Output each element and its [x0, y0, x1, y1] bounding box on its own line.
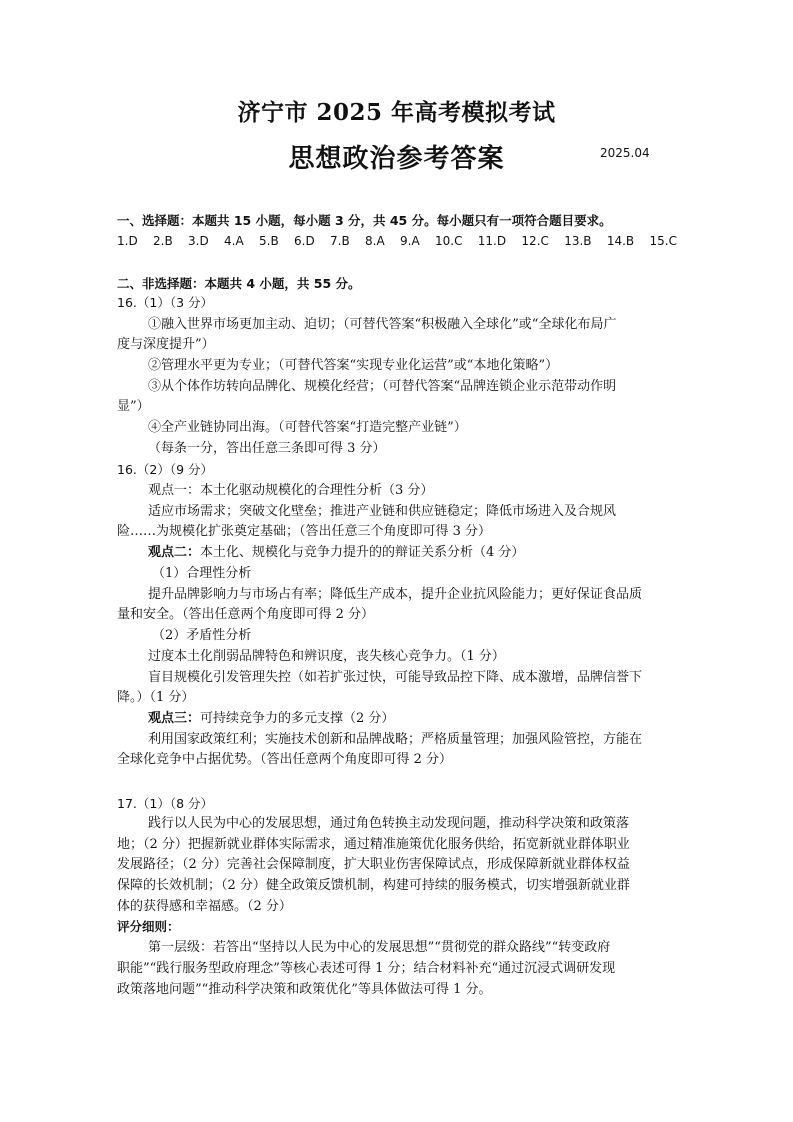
q16-2-viewpoint2-title [148, 544, 524, 562]
answer-item: 3.D [188, 234, 209, 248]
answer-key-title: 思想政治参考答案 [288, 144, 505, 174]
q16-1-point4: ④全产业链协同出海。（可替代答案“打造完整产业链”） [148, 420, 467, 435]
q17-1-line4: 保障的长效机制；（2 分）健全政策反馈机制，构建可持续的服务模式，切实增强新就业群 [117, 878, 630, 893]
answer-item: 9.A [400, 234, 420, 248]
answer-item: 6.D [294, 234, 315, 248]
q16-1-scoring-note: （每条一分，答出任意三条即可得 3 分） [148, 441, 386, 456]
q16-1-label: 16.（1）（3 分） [117, 295, 214, 310]
q16-1-point3-line2: 显”） [117, 399, 150, 414]
q16-2-viewpoint3-title [148, 710, 394, 728]
q16-1-point1-line1: ①融入世界市场更加主动、迫切；（可替代答案“积极融入全球化”或“全球化布局广 [148, 317, 617, 332]
q16-2-label: 16.（2）（9 分） [117, 462, 214, 477]
q16-1-point3-line1: ③从个体作坊转向品牌化、规模化经营；（可替代答案“品牌连锁企业示范带动作明 [148, 379, 617, 394]
q16-2-viewpoint1-line2: 险……为规模化扩张奠定基础；（答出任意三个角度即可得 3 分） [117, 524, 492, 539]
q16-2-sub2-point1: 过度本土化削弱品牌特色和辨识度，丧失核心竞争力。（1 分） [148, 649, 505, 664]
q16-2-viewpoint3-line1: 利用国家政策红利；实施技术创新和品牌战略；严格质量管理；加强风险管控，方能在 [148, 732, 643, 747]
grading-line1: 第一层级：若答出“坚持以人民为中心的发展思想”“贯彻党的群众路线”“转变政府 [148, 940, 611, 955]
q16-2-sub1-line1: 提升品牌影响力与市场占有率；降低生产成本，提升企业抗风险能力；更好保证食品质 [148, 587, 643, 602]
section1-heading: 一、选择题：本题共 15 小题，每小题 3 分，共 45 分。每小题只有一项符合题目要求。 [117, 213, 612, 228]
answer-item: 1.D [117, 234, 138, 248]
viewpoint2-text: 本土化、规模化与竞争力提升的的辩证关系分析（4 分） [200, 545, 525, 560]
q16-1-point2: ②管理水平更为专业；（可替代答案“实现专业化运营”或“本地化策略”） [148, 358, 559, 373]
exam-title: 济宁市 2025 年高考模拟考试 [237, 99, 556, 126]
answer-item: 11.D [477, 234, 507, 248]
answer-item: 2.B [153, 234, 173, 248]
q16-2-viewpoint1-line1: 适应市场需求；突破文化壁垒；推进产业链和供应链稳定；降低市场进入及合规风 [148, 504, 617, 519]
viewpoint2-label: 观点二： [148, 545, 201, 560]
answer-item: 7.B [330, 234, 350, 248]
grading-details-title: 评分细则： [117, 919, 180, 934]
answer-item: 14.B [606, 234, 635, 248]
q17-1-line2: 地；（2 分）把握新就业群体实际需求，通过精准施策优化服务供给，拓宽新就业群体职业 [117, 837, 630, 852]
q16-2-sub1-line2: 量和安全。（答出任意两个角度即可得 2 分） [117, 607, 375, 622]
q17-1-line1: 践行以人民为中心的发展思想，通过角色转换主动发现问题，推动科学决策和政策落 [148, 816, 630, 831]
viewpoint3-label: 观点三： [148, 711, 201, 726]
q16-2-sub2-point2-line2: 降。）（1 分） [117, 690, 195, 705]
q16-2-viewpoint1-title: 观点一：本土化驱动规模化的合理性分析（3 分） [148, 483, 434, 498]
answer-item: 10.C [435, 234, 463, 248]
exam-date: 2025.04 [600, 146, 650, 160]
answer-item: 15.C [649, 234, 677, 248]
q16-2-sub1-title: （1）合理性分析 [152, 566, 252, 581]
q16-1-point1-line2: 度与深度提升”） [117, 337, 215, 352]
q16-2-sub2-point2-line1: 盲目规模化引发管理失控（如若扩张过快，可能导致品控下降、成本激增，品牌信誉下 [148, 670, 643, 685]
multiple-choice-answers [117, 234, 677, 248]
section2-heading: 二、非选择题：本题共 4 小题，共 55 分。 [117, 276, 361, 291]
answer-item: 13.B [564, 234, 592, 248]
q17-1-line3: 发展路径；（2 分）完善社会保障制度，扩大职业伤害保障试点，形成保障新就业群体权益 [117, 857, 630, 872]
viewpoint3-text: 可持续竞争力的多元支撑（2 分） [200, 711, 395, 726]
q17-1-line5: 体的获得感和幸福感。（2 分） [117, 899, 292, 914]
grading-line3: 政策落地问题”“推动科学决策和政策优化”等具体做法可得 1 分。 [117, 982, 492, 997]
answer-item: 5.B [259, 234, 279, 248]
q17-1-label: 17.（1）（8 分） [117, 796, 214, 811]
grading-line2: 职能”“践行服务型政府理念”等核心表述可得 1 分；结合材料补充“通过沉浸式调研发现 [117, 961, 616, 976]
q16-2-sub2-title: （2）矛盾性分析 [152, 628, 252, 643]
answer-item: 12.C [521, 234, 549, 248]
answer-item: 8.A [365, 234, 385, 248]
q16-2-viewpoint3-line2: 全球化竞争中占据优势。（答出任意两个角度即可得 2 分） [117, 752, 453, 767]
answer-item: 4.A [224, 234, 244, 248]
